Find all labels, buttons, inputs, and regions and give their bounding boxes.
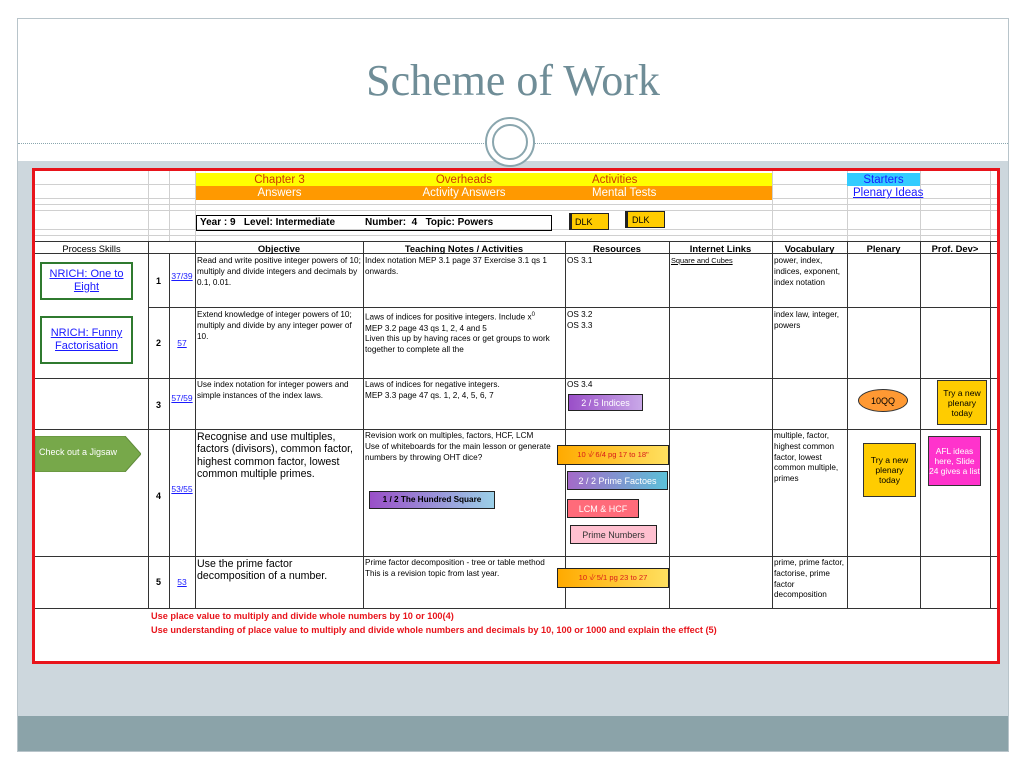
dlk-label-2: DLK	[632, 214, 650, 225]
number-topic-text: Number: 4 Topic: Powers	[365, 217, 494, 228]
hundred-square-label: 1 / 2 The Hundred Square	[382, 495, 482, 504]
answers-label: Answers	[257, 187, 302, 199]
plenary-ideas-cell[interactable]	[847, 186, 947, 200]
try-new-plenary-note-2[interactable]	[863, 443, 916, 497]
header-teaching-notes: Teaching Notes / Activities	[404, 243, 524, 254]
page-link[interactable]: 57	[177, 338, 187, 348]
indices-button[interactable]	[568, 394, 643, 411]
objective-text: Read and write positive integer powers of 10; multiply and divide integers and decimals by 0.1, 0.01.	[197, 256, 361, 287]
header-prof-dev: Prof. Dev>	[931, 243, 979, 254]
notes-text: Index notation MEP 3.1 page 37 Exercise 3.1 qs 1 onwards.	[365, 256, 547, 276]
lcm-hcf-label: LCM & HCF	[578, 503, 628, 514]
page-link[interactable]: 53/55	[171, 484, 193, 494]
objective-text: Use the prime factor decomposition of a number.	[197, 558, 328, 583]
overheads-label: Overheads	[435, 174, 493, 186]
objective-text: Extend knowledge of integer powers of 10; multiply and divide by any integer power of 10.	[197, 310, 352, 341]
spreadsheet-embed	[32, 168, 1000, 664]
resources-text: OS 3.2 OS 3.3	[567, 310, 593, 330]
ring-ornament-icon	[485, 117, 535, 167]
bottom-band	[18, 716, 1008, 751]
dlk-button-2[interactable]	[625, 211, 665, 228]
indices-label: 2 / 5 Indices	[581, 397, 630, 408]
starters-cell[interactable]	[847, 173, 920, 186]
quiz-button-5-1[interactable]	[557, 568, 669, 588]
mental-tests-cell[interactable]	[565, 186, 772, 200]
activity-answers-label: Activity Answers	[422, 187, 506, 199]
hundred-square-button[interactable]	[369, 491, 495, 509]
header-objective: Objective	[257, 243, 301, 254]
row-number: 4	[155, 491, 161, 501]
plenary-ideas-link: Plenary Ideas	[853, 187, 924, 199]
resources-text: OS 3.1	[567, 256, 593, 265]
answers-cell[interactable]	[196, 186, 363, 200]
header-process-skills: Process Skills	[62, 243, 121, 254]
try-new-plenary-label: Try a new plenary today	[943, 387, 981, 418]
row-number: 5	[155, 577, 161, 587]
page-link[interactable]: 53	[177, 577, 187, 587]
notes-text: Laws of indices for negative integers. MEP 3.3 page 47 qs. 1, 2, 4, 5, 6, 7	[365, 380, 500, 400]
notes-superscript: 0	[531, 312, 535, 318]
check-jigsaw-button[interactable]	[35, 436, 141, 472]
vocabulary-text: power, index, indices, exponent, index notation	[774, 256, 840, 287]
quiz-label-5-1: 10 √⁄ 5/1 pg 23 to 27	[578, 573, 648, 582]
nrich-funny-factorisation-label: NRICH: Funny Factorisation	[50, 327, 123, 352]
dlk-button-1[interactable]	[569, 213, 609, 230]
page-link[interactable]: 57/59	[171, 393, 193, 403]
notes-text	[365, 310, 563, 377]
chapter-label: Chapter 3	[254, 174, 305, 186]
header-resources: Resources	[593, 243, 641, 254]
overheads-cell[interactable]	[363, 173, 565, 186]
year-topic-box	[196, 215, 552, 231]
row-number: 3	[155, 400, 161, 410]
prime-factors-label: 2 / 2 Prime Factoes	[578, 475, 657, 486]
nrich-one-to-eight-label: NRICH: One to Eight	[49, 268, 124, 293]
quiz-label-6-4: 10 √⁄ 6/4 pg 17 to 18"	[577, 450, 649, 459]
notes-text: Prime factor decomposition - tree or table method This is a revision topic from last year.	[365, 558, 545, 578]
vocabulary-text: multiple, factor, highest common factor, lowest common multiple, primes	[774, 431, 839, 484]
nrich-funny-factorisation-link[interactable]	[40, 316, 133, 364]
activity-answers-cell[interactable]	[363, 186, 565, 200]
objective-text: Use index notation for integer powers and simple instances of the index laws.	[197, 380, 349, 400]
objective-text: Recognise and use multiples, factors (divisors), common factor, highest common factor, lowest common multiple primes.	[197, 431, 354, 481]
slide-title: Scheme of Work	[366, 56, 660, 105]
row-number: 1	[155, 276, 161, 286]
chapter-cell[interactable]	[196, 173, 363, 186]
afl-ideas-label: AFL ideas here, Slide 24 gives a list	[929, 446, 980, 476]
mental-tests-label: Mental Tests	[592, 187, 657, 199]
year-level-text: Year : 9 Level: Intermediate	[200, 217, 336, 228]
plenary-10qq-label: 10QQ	[870, 395, 895, 406]
header-plenary: Plenary	[866, 243, 901, 254]
nrich-one-to-eight-link[interactable]	[40, 262, 133, 300]
dlk-label-1: DLK	[575, 216, 593, 227]
activities-label: Activities	[592, 174, 638, 186]
try-new-plenary-note[interactable]	[937, 380, 987, 425]
vocabulary-text: index law, integer, powers	[774, 310, 840, 330]
afl-ideas-note[interactable]	[928, 436, 981, 486]
plenary-10qq-badge[interactable]	[858, 389, 908, 412]
footer-line-2: Use understanding of place value to multiply and divide whole numbers and decimals by 10, 100 or 1000 and explain the effect (5)	[151, 625, 717, 635]
starters-label: Starters	[863, 174, 904, 186]
internet-link[interactable]: Square and Cubes	[671, 256, 733, 265]
prime-factors-button[interactable]	[567, 471, 668, 490]
resources-text: OS 3.4	[567, 380, 593, 389]
notes-line: Laws of indices for positive integers. Include x	[365, 312, 532, 322]
prime-numbers-button[interactable]	[570, 525, 657, 544]
try-new-plenary-label-2: Try a new plenary today	[870, 455, 909, 485]
header-vocabulary: Vocabulary	[784, 243, 835, 254]
notes-text: Revision work on multiples, factors, HCF, LCM Use of whiteboards for the main lesson or generate numbers by throwing OHT dice?	[365, 431, 551, 462]
vocabulary-text: prime, prime factor, factorise, prime factor decomposition	[774, 558, 845, 600]
lcm-hcf-button[interactable]	[567, 499, 639, 518]
row-number: 2	[155, 338, 161, 348]
prime-numbers-label: Prime Numbers	[582, 529, 645, 540]
quiz-button-6-4[interactable]	[557, 445, 669, 465]
footer-line-1: Use place value to multiply and divide whole numbers by 10 or 100(4)	[151, 611, 454, 621]
notes-rest: MEP 3.2 page 43 qs 1, 2, 4 and 5 Liven this up by having races or get groups to work together to complete all the	[365, 323, 550, 355]
page-link[interactable]: 37/39	[171, 271, 193, 281]
activities-cell[interactable]	[565, 173, 772, 186]
title-area	[18, 19, 1008, 161]
check-jigsaw-label: Check out a Jigsaw	[39, 447, 118, 457]
header-internet-links: Internet Links	[689, 243, 752, 254]
